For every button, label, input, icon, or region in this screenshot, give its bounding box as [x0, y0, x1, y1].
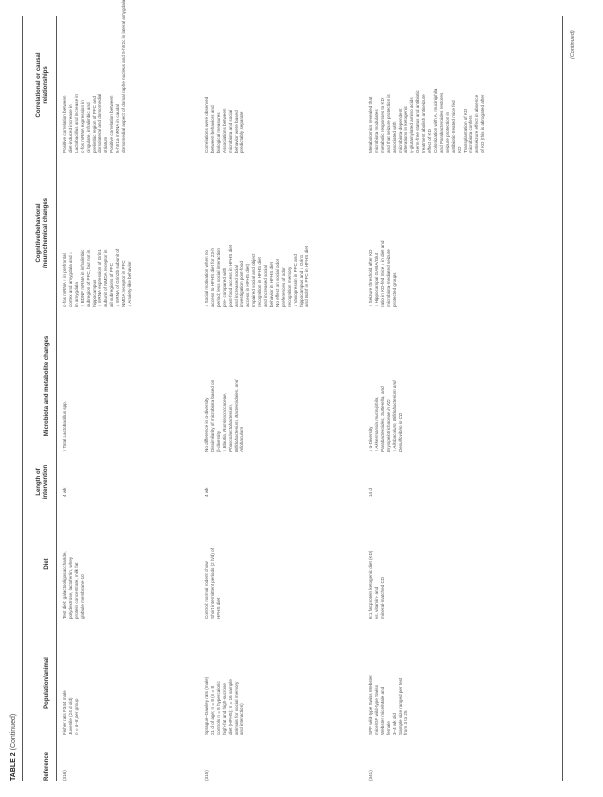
row2-microbiota: No difference in α-diversity Dissimilarity of microbiota based on β-diversity ↑ Blautia, Ruminococcaceae, Phascolarctobacterium, Bifidobacterium, Bacteroidales, and Allobaculum [204, 379, 245, 452]
header-cognitive: Cognitive/behavioral /neurochemical changes [36, 197, 49, 269]
top-rule [22, 16, 23, 781]
continued-footer: (Continued) [570, 30, 576, 59]
row3-correlational: Metabolomics revealed that microbiota modulates metabolic responses to KD and that seizure protection is associated with microbiota-dependent alterations in ketogenic γ-glutamylated amino acids Germ-free status and antibiotic treatment abolish antiseizure effect of KD Colonization with A. muciniphila and Parabacteroides restores seizure protection in antibiotic-treated mice fed KD Transplantation of KD microbiota confers antiseizure effect in absence of KD (this is abrogated after [368, 88, 486, 153]
table-continued-label: (Continued) [10, 713, 17, 751]
row2-diet: Control: normal rodent chow Short intermittent periods (2 h/d) of HFHS diet [204, 548, 221, 619]
row1-length: 4 wk [62, 487, 67, 497]
row1-correlational: Positive correlation between diet-induced increase in Lactobacillus and increase in c-fos mRNA expression in cingulate, infralimbic and prelimbic region of PFC and dorsolateral and dorsomedial striatum Positive correlation between 5-htr1a mRNA in caudal dorsomedial aspect of dorsal raphe nucleus and 5-htr2c in lateral amygdala [62, 0, 127, 153]
row1-cognitive: c-fos mRNA ↑ in prefrontal cortex and amygdala and ↓ in amygdala ↑ BDNF mRNA in infralimbic subregion of PFC, but not in hippocampus ↑ mRNA expression of Grin1 subunit of NMDA receptor in all subregions of PFC ↓ mRNA of Grin2b subunit of NMDA receptor in PFC ↓ Anxiety-like behavior [62, 248, 132, 307]
row1-reference: (316) [62, 770, 67, 781]
row2-correlational: Correlations were observed between behaviors and biological measures Associations between microbiota and social behavior were based predictably separate [204, 96, 245, 153]
row3-cognitive: ↑ Seizure threshold after KD ↑ Hippocampal GABA/Glut ratio in KD-fed mice ↓ in diet and microbiota-mediated seizure protected groups [368, 240, 397, 307]
header-diet: Diet [44, 558, 50, 570]
row1-microbiota: ↑ Total Lactobacillus spp. [62, 401, 67, 452]
row3-reference: (341) [368, 770, 373, 781]
row3-microbiota: ↓ α-Diversity ↑ Akkermansia muciniphila, Parabacteroides, Sutterella, and Erysipelotrichaceae in KD ↑ Allobaculum, Bifidobacterium and Desulfovibrio in CD [368, 380, 403, 452]
bottom-rule [562, 16, 563, 781]
row2-population: Sprague–Dawley rats (male) 21 d of age; n = 8 (n = 8 controls n = 8 hypercaloric high-fat and high-sucrose diet (HFHS); n = 16 sample animals for social memory and interaction) [204, 676, 245, 735]
header-correlational: Correlational or causal relationships [36, 52, 49, 118]
row1-population: Fisher rats F344 male Juvenile (24 d old) n = 6–8 per group [62, 690, 79, 735]
table-label: TABLE 2 [10, 752, 17, 781]
row3-diet: 6:1 fat:protein ketogenic diet (KD) vs. vitamin- and mineral-matched CD [368, 550, 385, 619]
row3-length: 14 d [368, 488, 373, 497]
header-population: Population/animal [44, 657, 50, 709]
row1-diet: Test diet: galactooligosaccharide, polydextrose, lactoferrin, whey protein concentrate, milk fat globule membrane-10 [62, 551, 85, 619]
row2-cognitive: ↓ Social motivation when no access to HFHS diet for 23-h period; less social interaction pre- compared with post-food access in HFHS diet and increased social investigation post-food access in HFHS diet) Impaired social and object recognition in HFHS diet and increased social behavior in HFHS diet No effect on social odor preferences of odor recognition memory ↓ Vasopressin in PFC and hippocampus and ↓ Grin1 and Bdnf in PFC in HFHS diet [204, 244, 310, 307]
row2-length: 4 wk [204, 487, 209, 497]
header-microbiota: Microbiota and metabolite changes [44, 335, 50, 437]
header-rule [56, 16, 57, 781]
header-reference: Reference [44, 751, 50, 781]
table-caption [10, 714, 17, 781]
header-length: Length of intervention [36, 464, 49, 500]
row3-population: SPF wild-type Swiss Webster mice/GF wild-type Swiss Webster mice/Male and female 3–4 wk old Sample size ranged per test from 3 to 25 [368, 675, 409, 735]
row2-reference: (315) [204, 770, 209, 781]
